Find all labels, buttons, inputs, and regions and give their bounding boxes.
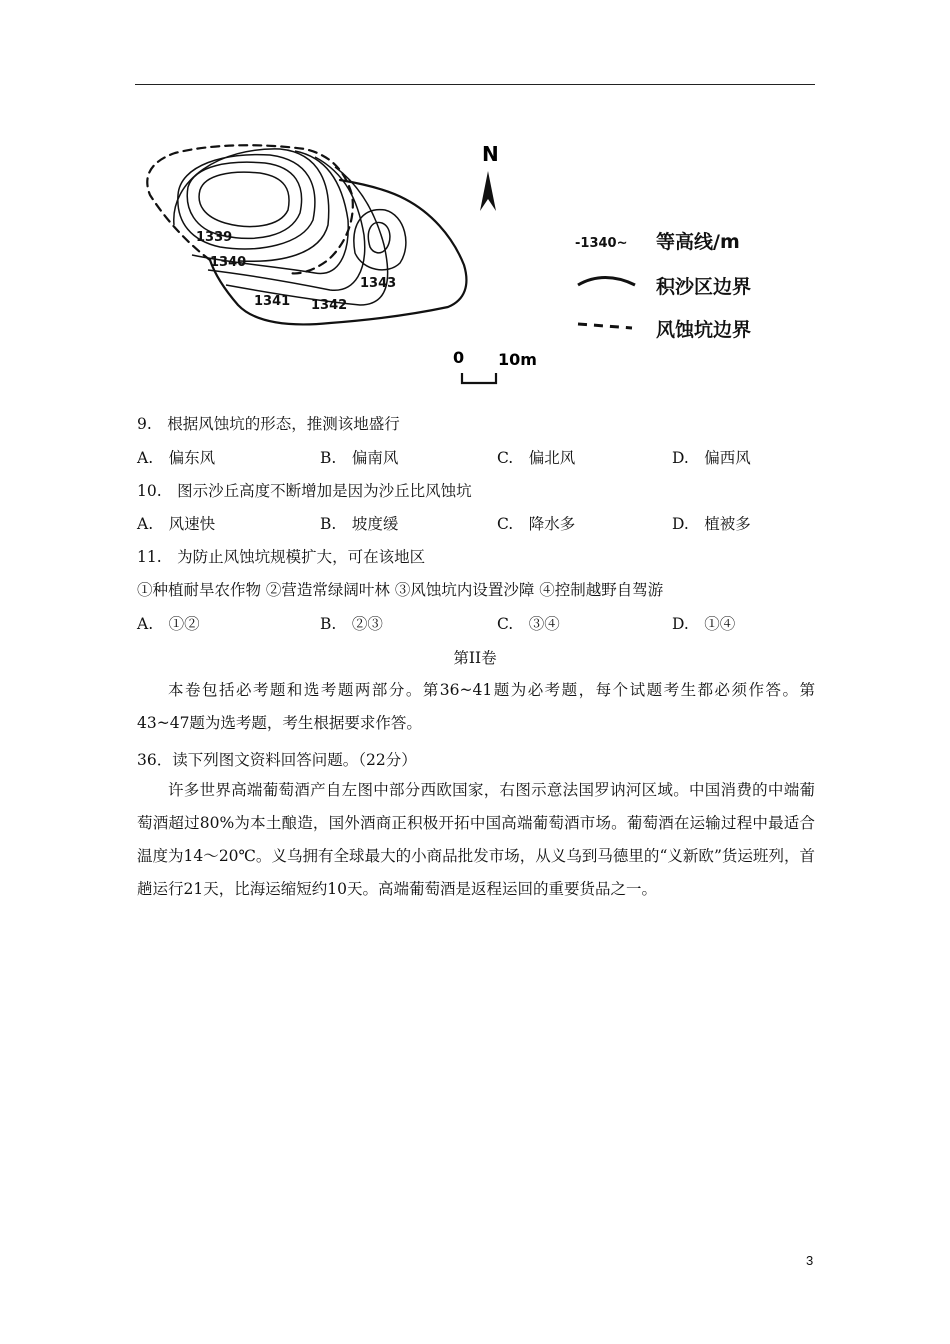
legend-solid-line bbox=[578, 278, 635, 286]
north-arrow-icon bbox=[480, 142, 499, 211]
q9-option-c: C. 偏北风 bbox=[497, 449, 576, 467]
contour-label: 1342 bbox=[311, 298, 348, 313]
header-rule bbox=[135, 84, 815, 85]
svg-text:10m: 10m bbox=[498, 350, 537, 369]
legend bbox=[575, 230, 751, 341]
q9-option-d: D. 偏西风 bbox=[672, 449, 751, 467]
svg-text:N: N bbox=[482, 142, 499, 166]
contour-line bbox=[354, 210, 406, 270]
q9-option-a: A. 偏东风 bbox=[137, 449, 216, 467]
question-36-stem: 36．读下列图文资料回答问题。（22分） bbox=[137, 751, 417, 769]
question-10-stem: 10. 图示沙丘高度不断增加是因为沙丘比风蚀坑 bbox=[137, 482, 472, 500]
question-36-material: 许多世界高端葡萄酒产自左图中部分西欧国家，右图示意法国罗讷河区域。中国消费的中端葡萄酒超过80%为本土酿造，国外酒商正积极开拓中国高端葡萄酒市场。葡萄酒在运输过程中最适合温度为14～20℃。义乌拥有全球最大的小商品批发市场，从义乌到马德里的“义新欧”货运班列，首趟运行21天，比海运缩短约10天。高端葡萄酒是返程运回的重要货品之一。 bbox=[137, 781, 815, 898]
question-11-choices: ①种植耐旱农作物 ②营造常绿阔叶林 ③风蚀坑内设置沙障 ④控制越野自驾游 bbox=[137, 581, 664, 599]
question-9-stem: 9. 根据风蚀坑的形态，推测该地盛行 bbox=[137, 415, 400, 433]
q10-option-d: D. 植被多 bbox=[672, 515, 751, 533]
contour-line bbox=[368, 222, 390, 252]
question-11-stem: 11. 为防止风蚀坑规模扩大，可在该地区 bbox=[137, 548, 426, 566]
contour-line bbox=[208, 157, 365, 290]
legend-pit-boundary-label: 风蚀坑边界 bbox=[656, 319, 752, 341]
contour-line bbox=[199, 172, 289, 226]
svg-text:0: 0 bbox=[453, 348, 465, 367]
q11-option-b: B. ②③ bbox=[320, 615, 383, 633]
contour-label: 1340 bbox=[210, 255, 247, 270]
legend-sand-boundary-label: 积沙区边界 bbox=[656, 276, 752, 298]
page-number: 3 bbox=[806, 1253, 814, 1268]
section-title: 第II卷 bbox=[453, 649, 497, 667]
legend-dashed-line bbox=[578, 324, 632, 328]
dune-contour-map bbox=[130, 135, 770, 405]
contour-label: 1339 bbox=[196, 230, 233, 245]
q11-option-a: A. ①② bbox=[137, 615, 200, 633]
q11-option-d: D. ①④ bbox=[672, 615, 736, 633]
q10-option-a: A. 风速快 bbox=[137, 515, 216, 533]
section-intro: 本卷包括必考题和选考题两部分。第36~41题为必考题，每个试题考生都必须作答。第43~47题为选考题，考生根据要求作答。 bbox=[137, 681, 815, 732]
q9-option-b: B. 偏南风 bbox=[320, 449, 399, 467]
q10-option-c: C. 降水多 bbox=[497, 515, 576, 533]
contour-label: 1341 bbox=[254, 294, 291, 309]
scale-bar bbox=[453, 348, 537, 383]
legend-contour-label: 等高线/m bbox=[656, 231, 740, 253]
contour-label: 1343 bbox=[360, 276, 397, 291]
legend-contour-sample: -1340~ bbox=[575, 236, 628, 251]
q10-option-b: B. 坡度缓 bbox=[320, 515, 399, 533]
q11-option-c: C. ③④ bbox=[497, 615, 560, 633]
